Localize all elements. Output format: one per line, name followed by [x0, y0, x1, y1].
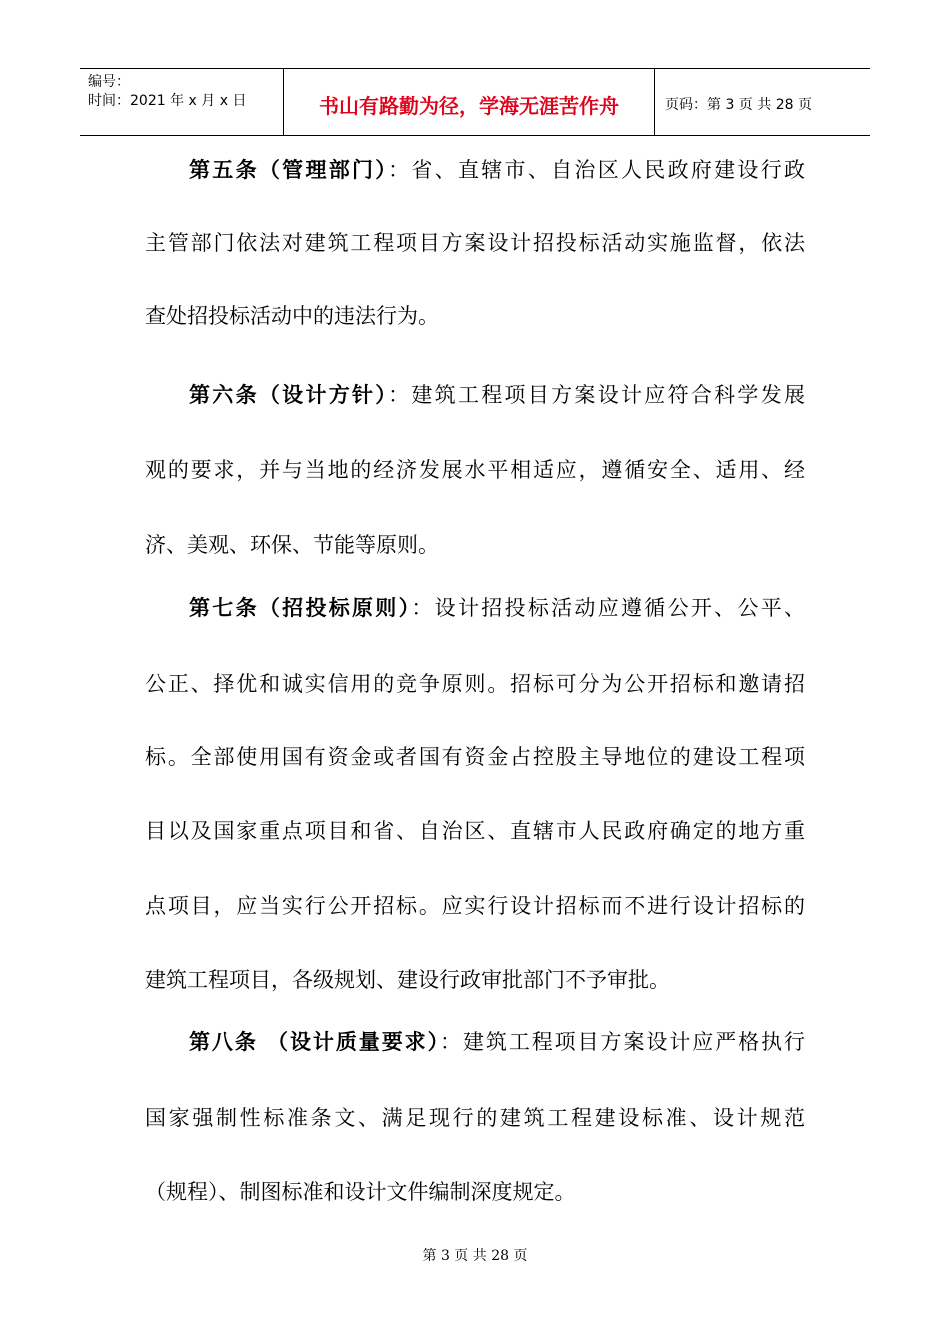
paragraph-text: ：设计招投标活动应遵循公开、公平、 — [411, 596, 806, 620]
paragraph-1-line-1 — [189, 150, 805, 190]
article-heading: 第七条（招投标原则） — [189, 596, 412, 620]
paragraph-1-line-3: 查处招投标活动中的违法行为。 — [145, 304, 439, 328]
paragraph-3-line-2: 公正、择优和诚实信用的竞争原则。招标可分为公开招标和邀请招 — [145, 672, 805, 696]
paragraph-2-line-1 — [189, 375, 805, 415]
paragraph-1-line-2: 主管部门依法对建筑工程项目方案设计招投标活动实施监督，依法 — [145, 231, 805, 255]
number-label: 编号： — [88, 74, 130, 90]
date-label: 时间：2021 年 x 月 x 日 — [88, 93, 247, 109]
paragraph-2-line-2: 观的要求，并与当地的经济发展水平相适应，遵循安全、适用、经 — [145, 458, 805, 482]
article-heading: 第五条（管理部门） — [189, 158, 389, 182]
header-motto: 书山有路勤为径，学海无涯苦作舟 — [283, 69, 655, 135]
paragraph-2-line-3: 济、美观、环保、节能等原则。 — [145, 533, 439, 557]
article-heading: 第六条（设计方针） — [189, 383, 389, 407]
paragraph-3-line-5: 点项目，应当实行公开招标。应实行设计招标而不进行设计招标的 — [145, 894, 805, 918]
paragraph-4-line-1 — [189, 1022, 805, 1062]
paragraph-text: ：建筑工程项目方案设计应严格执行 — [440, 1030, 806, 1054]
paragraph-text: ：建筑工程项目方案设计应符合科学发展 — [388, 383, 806, 407]
paragraph-3-line-3: 标。全部使用国有资金或者国有资金占控股主导地位的建设工程项 — [145, 745, 805, 769]
paragraph-3-line-4: 目以及国家重点项目和省、自治区、直辖市人民政府确定的地方重 — [145, 819, 805, 843]
paragraph-3-line-1 — [189, 588, 805, 628]
header-page-info: 页码：第 3 页 共 28 页 — [665, 97, 812, 113]
paragraph-4-line-3: （规程）、制图标准和设计文件编制深度规定。 — [145, 1180, 576, 1204]
article-heading: 第八条 （设计质量要求） — [189, 1030, 441, 1054]
page-footer: 第 3 页 共 28 页 — [422, 1248, 528, 1264]
document-header — [80, 68, 870, 136]
paragraph-3-line-6: 建筑工程项目，各级规划、建设行政审批部门不予审批。 — [145, 968, 670, 992]
header-meta — [80, 69, 283, 135]
paragraph-4-line-2: 国家强制性标准条文、满足现行的建筑工程建设标准、设计规范 — [145, 1106, 805, 1130]
paragraph-text: ：省、直辖市、自治区人民政府建设行政 — [388, 158, 806, 182]
